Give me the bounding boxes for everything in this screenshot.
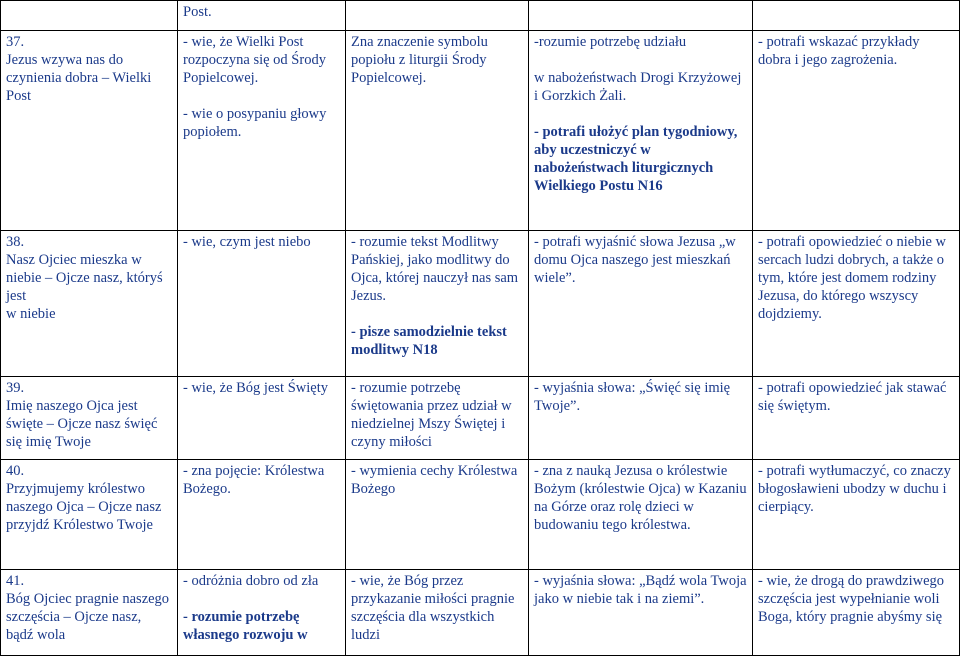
- requirement-text: - rozumie potrzebę świętowania przez udział w niedzielnej Mszy Świętej i czyny miłości: [351, 380, 512, 450]
- requirement-text: - zna z nauką Jezusa o królestwie Bożym (królestwie Ojca) w Kazaniu na Górze oraz rolę dzieci w budowaniu tego królestwa.: [534, 463, 747, 533]
- requirement-text: w nabożeństwach Drogi Krzyżowej i Gorzkich Żali.: [534, 70, 742, 104]
- cell-text: Post.: [183, 4, 212, 20]
- requirement-text: - wie, że Wielki Post rozpoczyna się od Środy Popielcowej.: [183, 34, 326, 86]
- requirement-text: - wie, że Bóg przez przykazanie miłości pragnie szczęścia dla wszystkich ludzi: [351, 573, 515, 643]
- requirement-text: -rozumie potrzebę udziału: [534, 34, 687, 50]
- requirement-text: - wie, czym jest niebo: [183, 234, 311, 250]
- cell-col4: [529, 570, 753, 656]
- cell-col2: [178, 377, 346, 460]
- cell-col2: [178, 31, 346, 231]
- table-row-top: [1, 1, 960, 31]
- lesson-title: Jezus wzywa nas do czynienia dobra – Wielki Post: [6, 52, 152, 104]
- requirement-text: - potrafi opowiedzieć o niebie w sercach ludzi dobrych, a także o tym, które jest domem rodziny Jezusa, do którego wszyscy dojdziemy.: [758, 234, 947, 322]
- cell-col5: [753, 377, 960, 460]
- requirement-text: - wyjaśnia słowa: „Bądź wola Twoja jako w niebie tak i na ziemi”.: [534, 573, 747, 607]
- requirement-text: - wymienia cechy Królestwa Bożego: [351, 463, 518, 497]
- cell-col3: [346, 31, 529, 231]
- table-row: [1, 231, 960, 377]
- table-row: [1, 377, 960, 460]
- cell-topic: [1, 31, 178, 231]
- table-row: [1, 31, 960, 231]
- requirement-text: - wie, że Bóg jest Święty: [183, 380, 328, 396]
- cell-top-col3: [346, 1, 529, 31]
- lesson-title: Imię naszego Ojca jest święte – Ojcze nasz święć się imię Twoje: [6, 398, 158, 450]
- cell-topic: [1, 460, 178, 570]
- cell-topic: [1, 377, 178, 460]
- requirement-text: - zna pojęcie: Królestwa Bożego.: [183, 463, 325, 497]
- cell-col3: [346, 231, 529, 377]
- lesson-number: 39.: [6, 380, 25, 396]
- cell-col2: [178, 231, 346, 377]
- requirement-text: - wie o posypaniu głowy popiołem.: [183, 106, 327, 140]
- cell-top-col5: [753, 1, 960, 31]
- cell-col3: [346, 377, 529, 460]
- lesson-title: Bóg Ojciec pragnie naszego szczęścia – Ojcze nasz, bądź wola: [6, 591, 170, 643]
- lesson-number: 37.: [6, 34, 25, 50]
- cell-top-col2: [178, 1, 346, 31]
- cell-col5: [753, 570, 960, 656]
- requirement-text: Zna znaczenie symbolu popiołu z liturgii Środy Popielcowej.: [351, 34, 488, 86]
- cell-topic: [1, 231, 178, 377]
- lesson-number: 40.: [6, 463, 25, 479]
- requirement-text: - wie, że drogą do prawdziwego szczęścia jest wypełnianie woli Boga, który pragnie abyśmy się: [758, 573, 945, 625]
- requirement-text: - potrafi wytłumaczyć, co znaczy błogosławieni ubodzy w duchu i cierpiący.: [758, 463, 951, 515]
- requirement-text: - odróżnia dobro od zła: [183, 573, 319, 589]
- cell-col3: [346, 570, 529, 656]
- lesson-title: Nasz Ojciec mieszka w niebie – Ojcze nasz, któryś jest: [6, 252, 163, 304]
- cell-col5: [753, 460, 960, 570]
- table-row: [1, 460, 960, 570]
- cell-top-topic: [1, 1, 178, 31]
- cell-col2: [178, 460, 346, 570]
- lesson-number: 38.: [6, 234, 25, 250]
- requirement-text: - potrafi wskazać przykłady dobra i jego zagrożenia.: [758, 34, 920, 68]
- lesson-number: 41.: [6, 573, 25, 589]
- cell-col4: [529, 377, 753, 460]
- requirement-text: - rozumie tekst Modlitwy Pańskiej, jako modlitwy do Ojca, której nauczył nas sam Jezus.: [351, 234, 519, 304]
- cell-col4: [529, 460, 753, 570]
- lesson-title: Przyjmujemy królestwo naszego Ojca – Ojcze nasz przyjdź Królestwo Twoje: [6, 481, 162, 533]
- lesson-title: w niebie: [6, 306, 56, 322]
- cell-col5: [753, 31, 960, 231]
- requirement-bold-text: - potrafi ułożyć plan tygodniowy, aby uczestniczyć w nabożeństwach liturgicznych Wielkiego Postu N16: [534, 124, 738, 194]
- cell-col2: [178, 570, 346, 656]
- cell-col4: [529, 231, 753, 377]
- cell-col5: [753, 231, 960, 377]
- requirement-text: - potrafi opowiedzieć jak stawać się świętym.: [758, 380, 947, 414]
- requirement-bold-text: - pisze samodzielnie tekst modlitwy N18: [351, 324, 507, 358]
- cell-top-col4: [529, 1, 753, 31]
- cell-col3: [346, 460, 529, 570]
- table-row: [1, 570, 960, 656]
- cell-col4: [529, 31, 753, 231]
- requirement-bold-text: - rozumie potrzebę własnego rozwoju w: [183, 609, 308, 643]
- requirement-text: - wyjaśnia słowa: „Święć się imię Twoje”.: [534, 380, 731, 414]
- requirement-text: - potrafi wyjaśnić słowa Jezusa „w domu Ojca naszego jest mieszkań wiele”.: [534, 234, 736, 286]
- cell-topic: [1, 570, 178, 656]
- table-body: [1, 1, 960, 656]
